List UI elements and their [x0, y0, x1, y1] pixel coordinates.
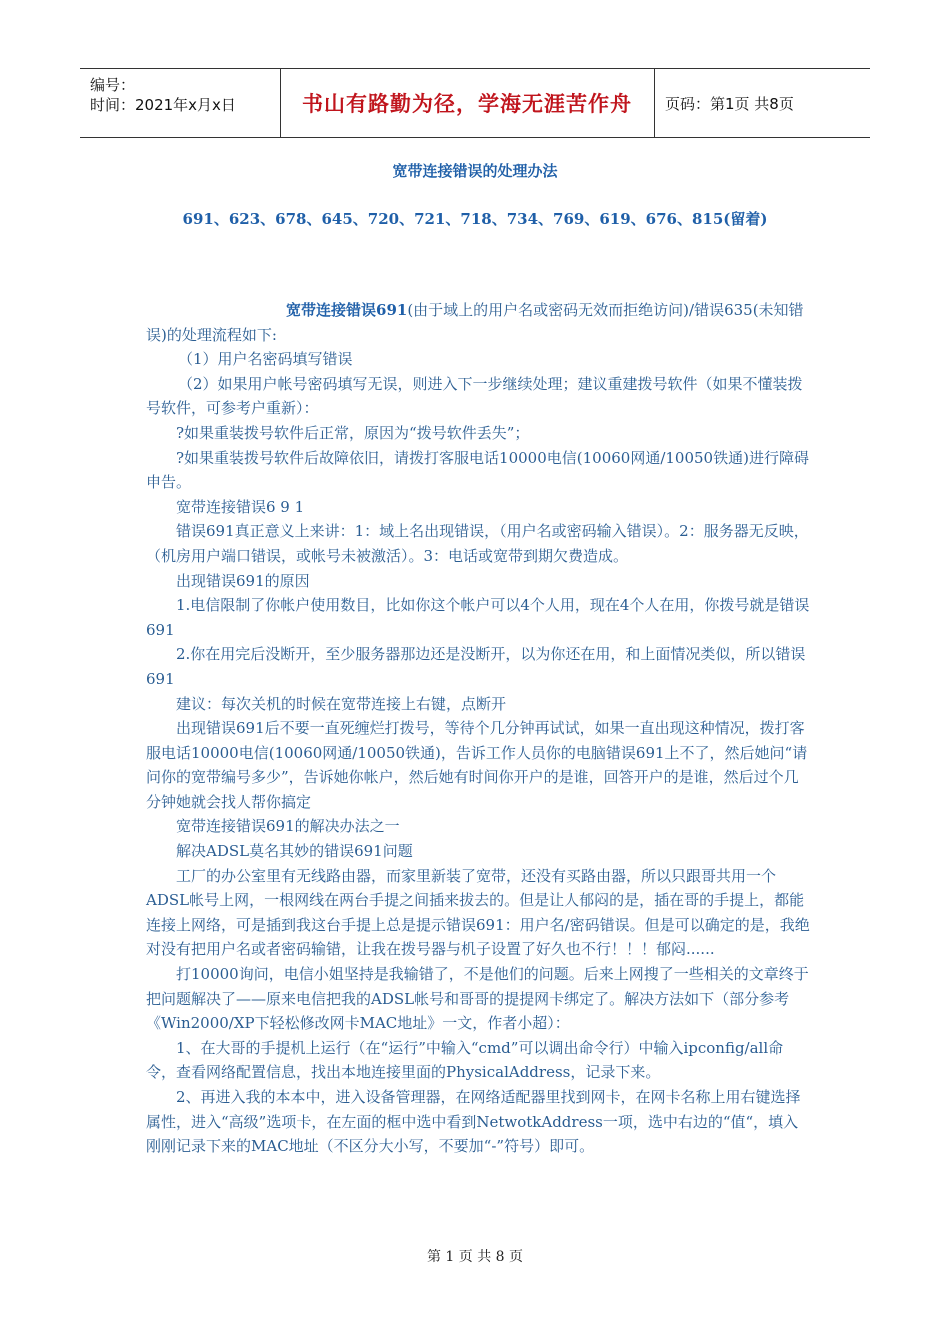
header-meta [90, 75, 236, 115]
header-page-number: 页码：第1页 共8页 [665, 94, 794, 113]
paragraph: 工厂的办公室里有无线路由器，而家里新装了宽带，还没有买路由器，所以只跟哥共用一个ADSL帐号上网，一根网线在两台手提之间插来拔去的。但是让人郁闷的是，插在哥的手提上，都能连接上网络，可是插到我这台手提上总是提示错误691：用户名/密码错误。但是可以确定的是，我绝对没有把用户名或者密码输错，让我在拨号器与机子设置了好久也不行！！！郁闷...... [146, 866, 810, 959]
page-footer: 第 1 页 共 8 页 [426, 1249, 524, 1265]
document-body [146, 298, 812, 1159]
lead-text: (由于域上的用户名或密码无效而拒绝访问)/错误635(未知错误)的处理流程如下: [146, 301, 804, 344]
document-title: 宽带连接错误的处理办法 [392, 162, 558, 180]
paragraph: 出现错误691的原因 [176, 571, 310, 590]
header-divider [654, 69, 655, 137]
paragraph: ?如果重装拨号软件后故障依旧，请拨打客服电话10000电信(10060网通/10050铁通)进行障碍申告。 [146, 448, 809, 492]
paragraph: 宽带连接错误691的解决办法之一 [176, 817, 400, 836]
paragraph: （1）用户名密码填写错误 [178, 350, 353, 369]
lead-paragraph [146, 298, 812, 347]
paragraph: 2、再进入我的本本中，进入设备管理器，在网络适配器里找到网卡，在网卡名称上用右键选择属性，进入“高级”选项卡，在左面的框中选中看到NetwotkAddress一项，选中右边的“值“，填入刚刚记录下来的MAC地址（不区分大小写，不要加“-”符号）即可。 [146, 1088, 801, 1156]
header-motto: 书山有路勤为径，学海无涯苦作舟 [302, 92, 632, 116]
paragraph: 1.电信限制了你帐户使用数目，比如你这个帐户可以4个人用，现在4个人在用，你拨号就是错误691 [146, 596, 810, 639]
page-header [80, 68, 870, 138]
paragraph: 出现错误691后不要一直死缠烂打拨号，等待个几分钟再试试，如果一直出现这种情况，拨打客服电话10000电信(10060网通/10050铁通)，告诉工作人员你的电脑错误691上不了，然后她问“请问你的宽带编号多少”，告诉她你帐户，然后她有时间你开户的是谁，回答开户的是谁，然后过个几分钟她就会找人帮你搞定 [146, 719, 808, 811]
paragraph: 打10000询问，电信小姐坚持是我输错了，不是他们的问题。后来上网搜了一些相关的文章终于把问题解决了——原来电信把我的ADSL帐号和哥哥的提提网卡绑定了。解决方法如下（部分参考《Win2000/XP下轻松修改网卡MAC地址》一文，作者小超）： [146, 965, 809, 1033]
error-code-list: 691、623、678、645、720、721、718、734、769、619、676、815(留着) [182, 210, 768, 228]
paragraph: 建议：每次关机的时候在宽带连接上右键，点断开 [176, 694, 507, 713]
paragraph: 宽带连接错误6 9 1 [176, 497, 305, 516]
document-number-label: 编号： [90, 76, 136, 94]
document-date-label: 时间：2021年x月x日 [90, 96, 236, 114]
paragraph: 2.你在用完后没断开，至少服务器那边还是没断开，以为你还在用，和上面情况类似，所以错误691 [146, 645, 806, 688]
lead-highlight: 宽带连接错误691 [286, 301, 408, 319]
paragraph: 解决ADSL莫名其妙的错误691问题 [176, 842, 413, 861]
paragraph: 错误691真正意义上来讲：1：域上名出现错误，（用户名或密码输入错误）。2：服务器无反映，（机房用户端口错误，或帐号未被激活）。3：电话或宽带到期欠费造成。 [146, 522, 809, 565]
paragraph: 1、在大哥的手提机上运行（在“运行”中输入“cmd”可以调出命令行）中输入ipconfig/all命令，查看网络配置信息，找出本地连接里面的PhysicalAddress，记录下来。 [146, 1038, 784, 1082]
paragraph: ?如果重装拨号软件后正常，原因为“拨号软件丢失”； [176, 423, 530, 442]
paragraph: （2）如果用户帐号密码填写无误，则进入下一步继续处理；建议重建拨号软件（如果不懂装拨号软件，可参考户重新）： [146, 374, 803, 418]
